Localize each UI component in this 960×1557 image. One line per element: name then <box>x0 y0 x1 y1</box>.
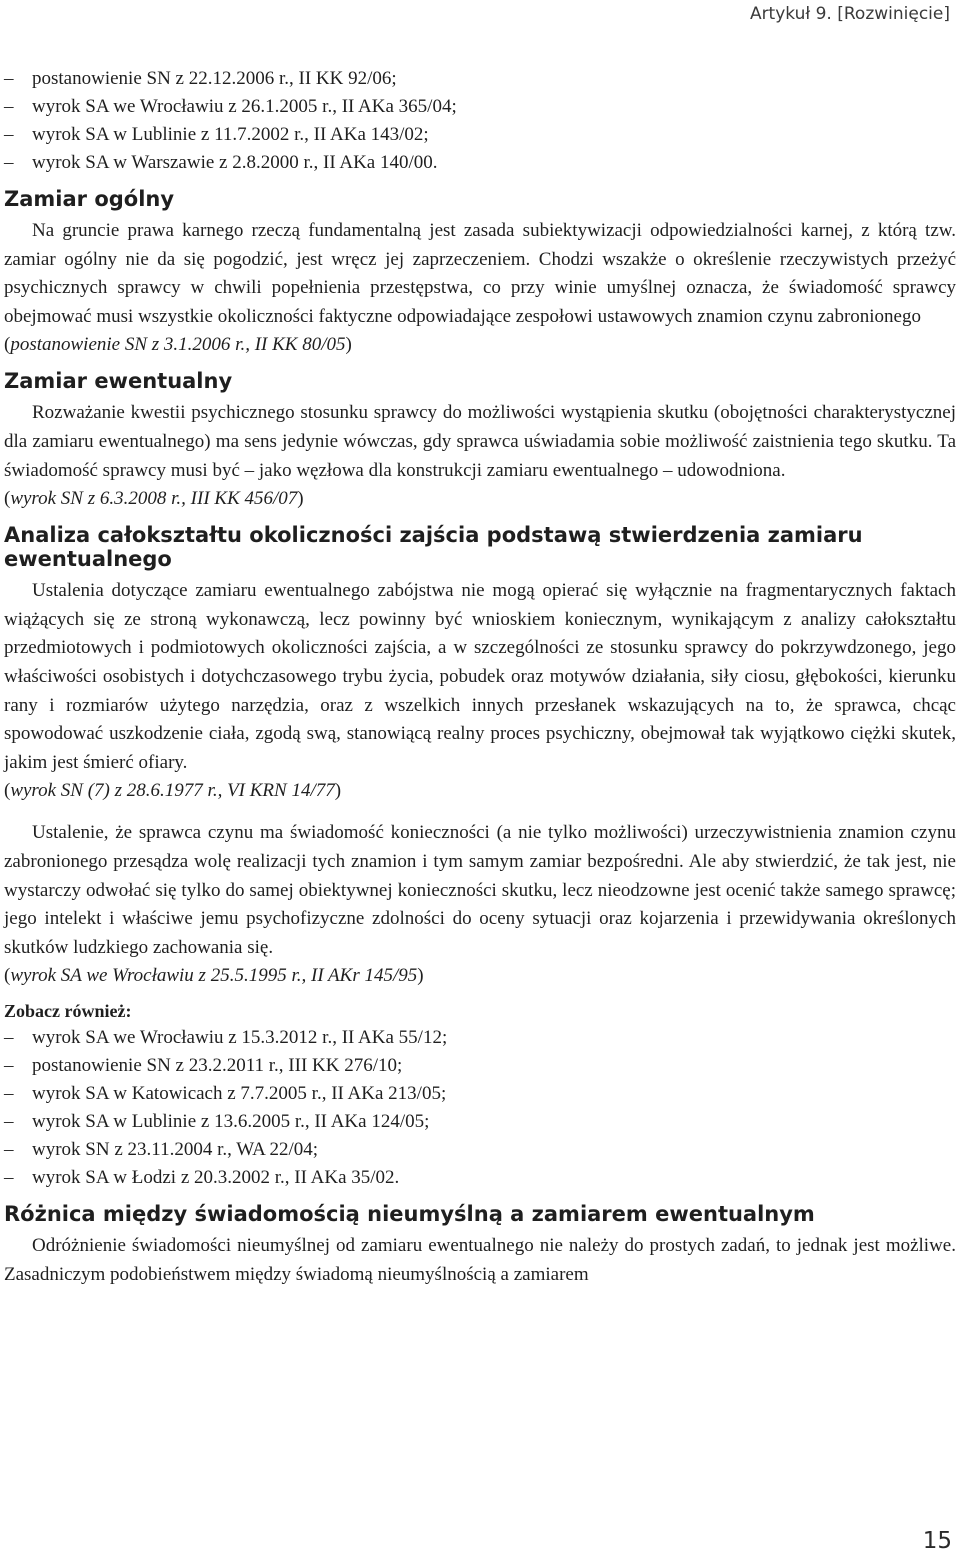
case-list-see-also <box>4 1024 956 1192</box>
list-item: – wyrok SN z 23.11.2004 r., WA 22/04; <box>4 1136 956 1164</box>
citation-paren-close: ) <box>417 965 424 987</box>
citation <box>4 777 956 805</box>
list-item: – wyrok SA w Lublinie z 13.6.2005 r., II AKa 124/05; <box>4 1108 956 1136</box>
paragraph: Na gruncie prawa karnego rzeczą fundamentalną jest zasada subiektywizacji odpowiedzialności karnej, z którą tzw. zamiar ogólny nie da się pogodzić, jest wręcz jej zaprzeczeniem. Chodzi wszakże o określenie rzeczywistych przeżyć psychicznych sprawcy w chwili popełnienia przestępstwa, co przy winie umyślnej oznacza, że świadomość sprawcy obejmować musi wszystkie okoliczności faktyczne odpowiadające zespołowi ustawowych znamion czynu zabronionego <box>4 220 956 327</box>
list-item: – wyrok SA we Wrocławiu z 26.1.2005 r., II AKa 365/04; <box>4 93 956 121</box>
citation-paren-open: ( <box>4 488 11 510</box>
list-item: – wyrok SA we Wrocławiu z 15.3.2012 r., II AKa 55/12; <box>4 1024 956 1052</box>
page-number: 15 <box>922 1528 952 1554</box>
citation-source: wyrok SN z 6.3.2008 r., III KK 456/07 <box>10 488 298 510</box>
citation <box>4 331 956 359</box>
see-also-label: Zobacz również: <box>4 1001 132 1022</box>
paragraph: Ustalenie, że sprawca czynu ma świadomość konieczności (a nie tylko możliwości) urzeczywistnienia znamion czynu zabronionego przesądza wolę realizacji tych znamion i tym samym zamiar bezpośredni. Ale aby stwierdzić, że tak jest, nie wystarczy odwołać się tylko do samej obiektywnej konieczności skutku, lecz nieodzowne jest ocenić także samego sprawcę; jego intelekt i właściwe jemu psychofizyczne zdolności do oceny sytuacji oraz kojarzenia i przewidywania określonych skutków ludzkiego zachowania się. <box>4 822 956 958</box>
section-heading-zamiar-ewentualny: Zamiar ewentualny <box>4 369 233 394</box>
page-content <box>4 65 956 1289</box>
list-item: – wyrok SA w Katowicach z 7.7.2005 r., II AKa 213/05; <box>4 1080 956 1108</box>
paragraph: Odróżnienie świadomości nieumyślnej od zamiaru ewentualnego nie należy do prostych zadań, to jednak jest możliwe. Zasadniczym podobieństwem między świadomą nieumyślnością a zamiarem <box>4 1235 956 1285</box>
paragraph: Ustalenia dotyczące zamiaru ewentualnego zabójstwa nie mogą opierać się wyłącznie na fragmentarycznych faktach wiążących się ze stroną wykonawczą, lecz powinny być wnioskiem koniecznym, wynikającym z analizy całokształtu przedmiotowych i podmiotowych okoliczności zajścia, a w szczególności ze stosunku sprawcy do pokrzywdzonego, jego właściwości osobistych i dotychczasowego trybu życia, pobudek oraz motywów działania, siły ciosu, głębokości, kierunku rany i rozmiarów użytego narzędzia, oraz z wszelkich innych przesłanek wskazujących na to, że sprawca, chcąc spowodować uszkodzenie ciała, zgodą swą, stanowiącą realny proces psychiczny, obejmował tak wyjątkowo ciężki skutek, jakim jest śmierć ofiary. <box>4 580 956 773</box>
section-heading-roznica: Różnica między świadomością nieumyślną a zamiarem ewentualnym <box>4 1202 815 1227</box>
citation-paren-close: ) <box>345 334 352 356</box>
citation-paren-open: ( <box>4 965 11 987</box>
list-item: – wyrok SA w Łodzi z 20.3.2002 r., II AKa 35/02. <box>4 1164 956 1192</box>
paragraph: Rozważanie kwestii psychicznego stosunku sprawcy do możliwości wystąpienia skutku (obojętności charakterystycznej dla zamiaru ewentualnego) ma sens jedynie wówczas, gdy sprawca uświadamia sobie możliwość zaistnienia tego skutku. Ta świadomość sprawcy musi być – jako węzłowa dla konstrukcji zamiaru ewentualnego – udowodniona. <box>4 402 956 481</box>
citation-source: wyrok SN (7) z 28.6.1977 r., VI KRN 14/77 <box>10 780 335 802</box>
citation <box>4 962 956 990</box>
section-heading-zamiar-ogolny: Zamiar ogólny <box>4 187 175 211</box>
citation-source: postanowienie SN z 3.1.2006 r., II KK 80/05 <box>10 334 346 356</box>
citation-source: wyrok SA we Wrocławiu z 25.5.1995 r., II AKr 145/95 <box>10 965 418 987</box>
citation <box>4 485 956 513</box>
citation-paren-close: ) <box>297 488 304 510</box>
section-heading-analiza: Analiza całokształtu okoliczności zajścia podstawą stwierdzenia zamiaru ewentualnego <box>4 523 863 572</box>
list-item: – wyrok SA w Lublinie z 11.7.2002 r., II AKa 143/02; <box>4 121 956 149</box>
case-list-top <box>4 65 956 177</box>
citation-paren-open: ( <box>4 334 11 356</box>
citation-paren-open: ( <box>4 780 11 802</box>
citation-paren-close: ) <box>334 780 342 802</box>
list-item: – wyrok SA w Warszawie z 2.8.2000 r., II AKa 140/00. <box>4 149 956 177</box>
list-item: – postanowienie SN z 22.12.2006 r., II KK 92/06; <box>4 65 956 93</box>
list-item: – postanowienie SN z 23.2.2011 r., III KK 276/10; <box>4 1052 956 1080</box>
running-header: Artykuł 9. [Rozwinięcie] <box>749 4 950 24</box>
